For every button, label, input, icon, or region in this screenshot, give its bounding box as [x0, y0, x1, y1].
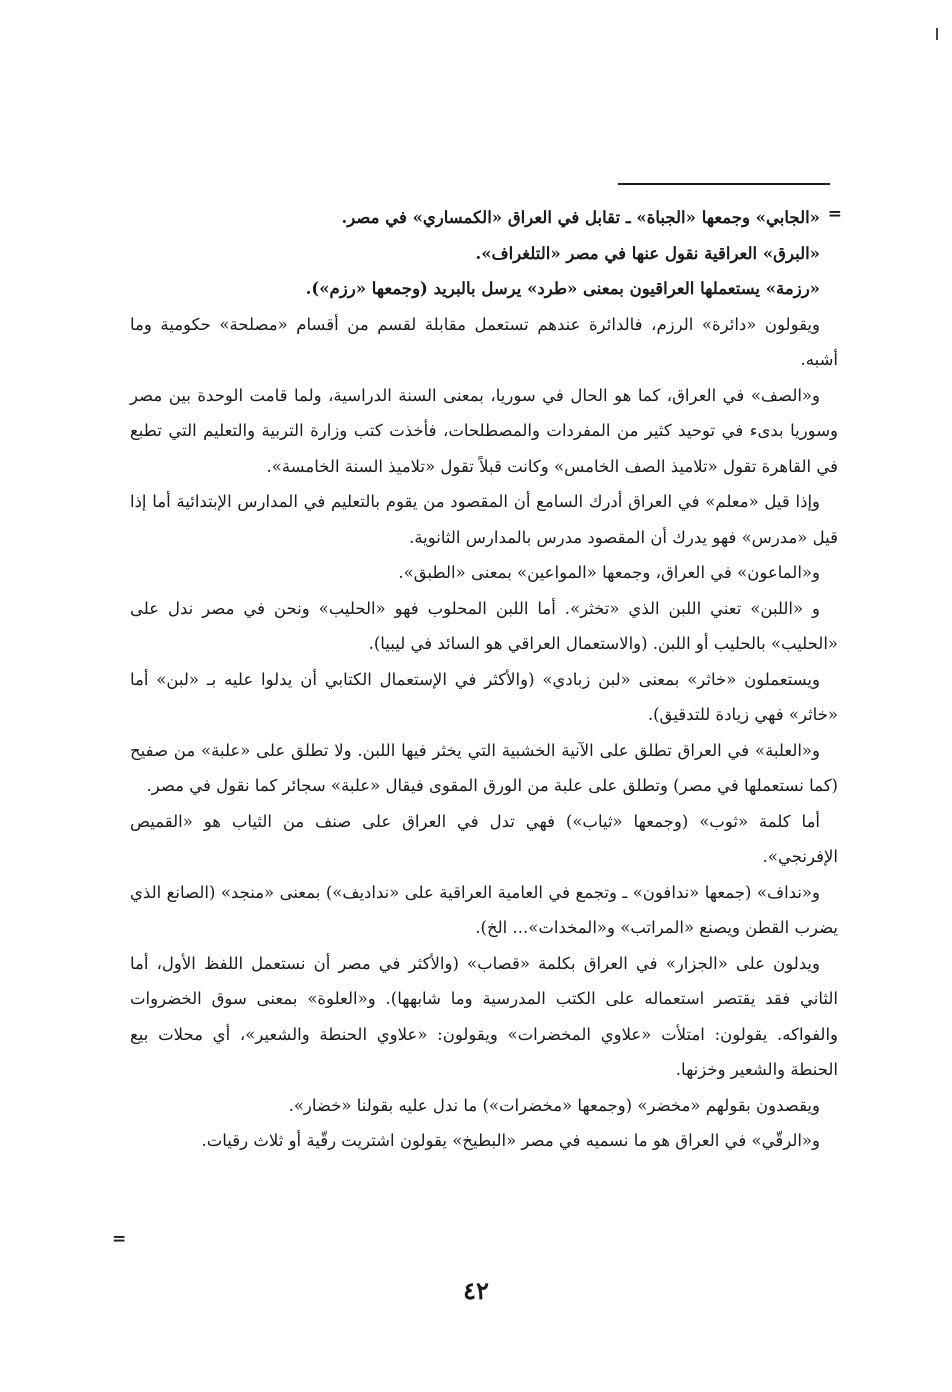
paragraph-rizma: «رزمة» يستعملها العراقيون بمعنى «طرد» يرسل بالبريد (وجمعها «رزم»). — [305, 279, 820, 298]
paragraph-daira: ويقولون «دائرة» الرزم، فالدائرة عندهم تستعمل مقابلة لقسم من أقسام «مصلحة» حكومية وما أشبه. — [130, 314, 838, 369]
margin-mark — [936, 28, 938, 40]
paragraph-barq: «البرق» العراقية نقول عنها في مصر «التلغراف». — [475, 243, 820, 263]
paragraph-saff: و«الصف» في العراق، كما هو الحال في سوريا، بمعنى السنة الدراسية، ولما قامت الوحدة بين مصر وسوريا بدىء في توحيد كثير من المفردات والمصطلحات، فأخذت كتب وزارة التربية والتعليم التي تطبع في القاهرة تقول «تلاميذ الصف الخامس» وكانت قبلاً تقول «تلاميذ السنة الخامسة». — [130, 385, 838, 476]
paragraph-laban: و «اللبن» تعني اللبن الذي «تخثر». أما اللبن المحلوب فهو «الحليب» ونحن في مصر ندل على «الحليب» بالحليب أو اللبن. (والاستعمال العراقي هو السائد في ليبيا). — [130, 598, 838, 653]
paragraph-mukhdar: ويقصدون بقولهم «مخضر» (وجمعها «مخضرات») ما ندل عليه بقولنا «خضار». — [288, 1095, 820, 1115]
paragraph-maun: و«الماعون» في العراق، وجمعها «المواعين» بمعنى «الطبق». — [398, 563, 820, 582]
paragraph-ulba: و«العلبة» في العراق تطلق على الآنية الخشبية التي يخثر فيها اللبن. ولا تطلق على «علبة» من صفيح (كما نستعملها في مصر) وتطلق على علبة من الورق المقوى فيقال «علبة» سجائر كما نقول في مصر. — [130, 740, 838, 795]
paragraph-jabi: «الجابي» وجمعها «الجباة» ـ تقابل في العراق «الكمساري» في مصر. — [341, 208, 820, 227]
paragraph-muallim: وإذا قيل «معلم» في العراق أدرك السامع أن المقصود من يقوم بالتعليم في المدارس الإبتدائية أما إذا قيل «مدرس» فهو يدرك أن المقصود مدرس بالمدارس الثانوية. — [130, 492, 838, 547]
continuation-mark-bottom: = — [112, 1229, 127, 1249]
top-rule-line — [618, 183, 830, 185]
body-text — [130, 200, 838, 1159]
paragraph-naddaf: و«نداف» (جمعها «ندافون» ـ وتجمع في العامية العراقية على «نداديف») بمعنى «منجد» (الصانع الذي يضرب القطن ويصنع «المراتب» و«المخدات»... الخ). — [130, 882, 838, 937]
continuation-mark-top: = — [827, 204, 842, 224]
paragraph-raqqi: و«الرقّي» في العراق هو ما نسميه في مصر «البطيخ» يقولون اشتريت رقّية أو ثلاث رقيات. — [201, 1131, 820, 1150]
paragraph-khathir: ويستعملون «خاثر» بمعنى «لبن زبادي» (والأكثر في الإستعمال الكتابي أن يدلوا عليه بـ «لبن» أما «خاثر» فهي زيادة للتدقيق). — [130, 669, 838, 724]
paragraph-jazzar: ويدلون على «الجزار» في العراق بكلمة «قصاب» (والأكثر في مصر أن نستعمل اللفظ الأول، أما الثاني فقد يقتصر استعماله على الكتب المدرسية وما شابهها). و«العلوة» بمعنى سوق الخضروات والفواكه. يقولون: امتلأت «علاوي المخضرات» ويقولون: «علاوي الحنطة والشعير»، أي محلات بيع الحنطة والشعير وخزنها. — [130, 953, 838, 1079]
page-number: ٤٢ — [463, 1276, 489, 1305]
paragraph-thawb: أما كلمة «ثوب» (وجمعها «ثياب») فهي تدل في العراق على صنف من الثياب هو «القميص الإفرنجي». — [130, 811, 838, 866]
